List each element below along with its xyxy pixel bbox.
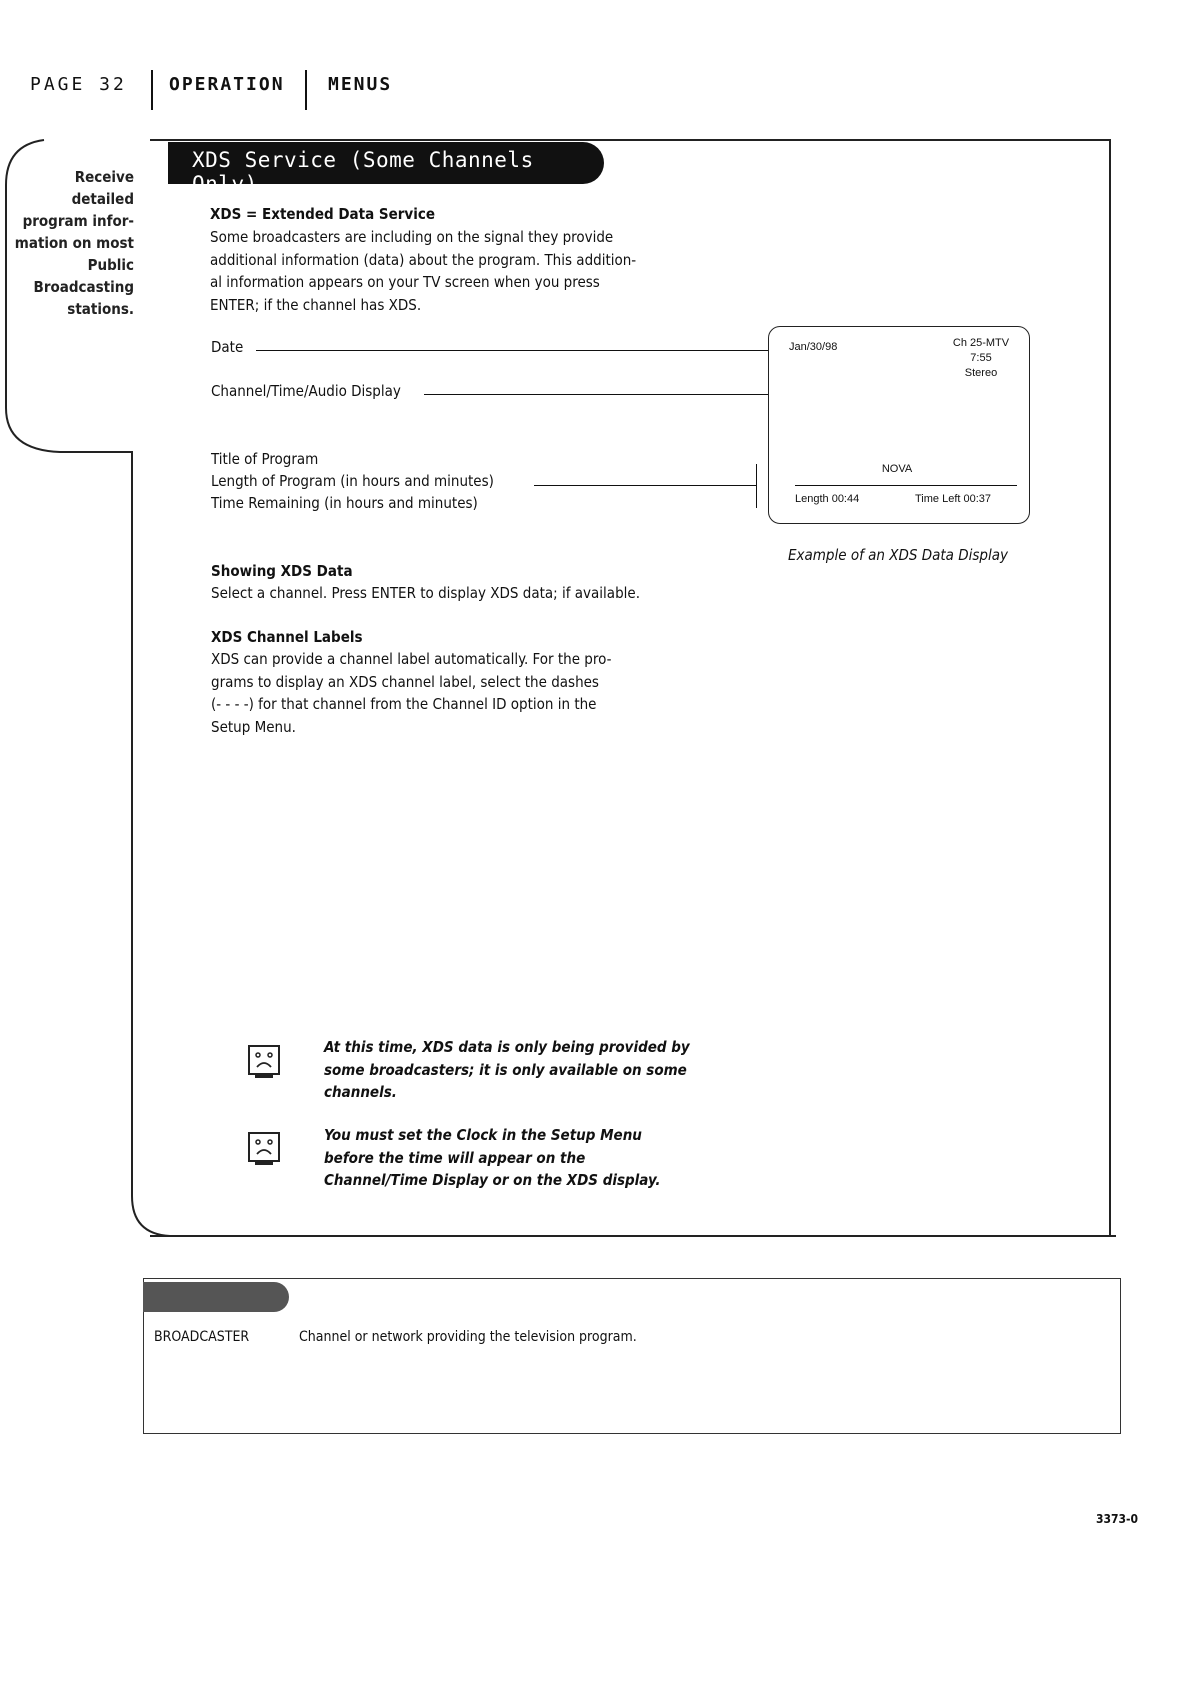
document-code: 3373-0 bbox=[1096, 1512, 1139, 1526]
page-number: PAGE 32 bbox=[30, 74, 127, 95]
channel-labels-line: (- - - -) for that channel from the Channel ID option in the bbox=[211, 695, 597, 713]
channel-labels-text bbox=[211, 648, 731, 738]
note-1 bbox=[324, 1036, 744, 1104]
note-line: some broadcasters; it is only available on some bbox=[324, 1060, 687, 1079]
intro-line: ENTER; if the channel has XDS. bbox=[210, 295, 422, 314]
sidebar-note bbox=[10, 166, 134, 320]
note-line: before the time will appear on the bbox=[324, 1148, 586, 1167]
showing-heading: Showing XDS Data bbox=[211, 562, 353, 580]
sidebar-line: Receive detailed bbox=[71, 168, 134, 208]
intro-heading: XDS = Extended Data Service bbox=[210, 205, 436, 223]
glossary-tab bbox=[143, 1282, 289, 1312]
channel-labels-heading: XDS Channel Labels bbox=[211, 628, 363, 646]
channel-labels-line: grams to display an XDS channel label, select the dashes bbox=[211, 672, 599, 691]
note-face-icon bbox=[247, 1131, 281, 1165]
screen-program-title: NOVA bbox=[881, 463, 913, 475]
sidebar-line: Broadcasting bbox=[33, 278, 134, 296]
note-2 bbox=[324, 1124, 744, 1192]
note-line: You must set the Clock in the Setup Menu bbox=[324, 1126, 642, 1144]
screen-audio: Stereo bbox=[964, 367, 998, 379]
sidebar-line: program infor- bbox=[22, 212, 134, 230]
channel-labels-line: Setup Menu. bbox=[211, 717, 296, 736]
screen-length: Length 00:44 bbox=[795, 493, 860, 505]
screen-time: 7:55 bbox=[970, 352, 992, 364]
sidebar-line: stations. bbox=[67, 300, 134, 318]
leader-line-date bbox=[256, 350, 778, 351]
glossary-term: BROADCASTER bbox=[154, 1329, 250, 1345]
label-length: Length of Program (in hours and minutes) bbox=[211, 472, 494, 490]
header-subsection: MENUS bbox=[328, 74, 393, 95]
label-date: Date bbox=[211, 338, 244, 356]
intro-line: additional information (data) about the program. This addition- bbox=[210, 250, 637, 269]
label-channel: Channel/Time/Audio Display bbox=[211, 382, 401, 400]
glossary-box bbox=[143, 1278, 1121, 1434]
sidebar-line: Public bbox=[87, 256, 134, 274]
label-remaining: Time Remaining (in hours and minutes) bbox=[211, 494, 478, 512]
leader-line-program bbox=[534, 485, 756, 486]
header-section: OPERATION bbox=[169, 74, 285, 95]
showing-text: Select a channel. Press ENTER to display XDS data; if available. bbox=[211, 584, 640, 602]
intro-line: Some broadcasters are including on the signal they provide bbox=[210, 228, 614, 246]
screen-divider bbox=[795, 485, 1017, 486]
sidebar-line: mation on most bbox=[14, 234, 134, 252]
screen-channel: Ch 25-MTV bbox=[952, 337, 1010, 349]
note-line: channels. bbox=[324, 1083, 397, 1101]
label-title: Title of Program bbox=[211, 450, 319, 468]
diagram-caption: Example of an XDS Data Display bbox=[788, 546, 1008, 564]
note-line: At this time, XDS data is only being provided by bbox=[324, 1038, 690, 1056]
xds-screen-example bbox=[768, 326, 1030, 524]
note-face-icon bbox=[247, 1044, 281, 1078]
glossary-definition: Channel or network providing the television program. bbox=[299, 1329, 637, 1345]
intro-text bbox=[210, 226, 730, 316]
section-title: XDS Service (Some Channels Only) bbox=[168, 142, 604, 184]
screen-time-left: Time Left 00:37 bbox=[915, 493, 992, 505]
channel-labels-line: XDS can provide a channel label automatically. For the pro- bbox=[211, 650, 612, 668]
screen-date: Jan/30/98 bbox=[789, 341, 838, 353]
intro-line: al information appears on your TV screen when you press bbox=[210, 273, 600, 291]
leader-bracket-program bbox=[756, 464, 757, 508]
note-line: Channel/Time Display or on the XDS display. bbox=[324, 1171, 661, 1189]
